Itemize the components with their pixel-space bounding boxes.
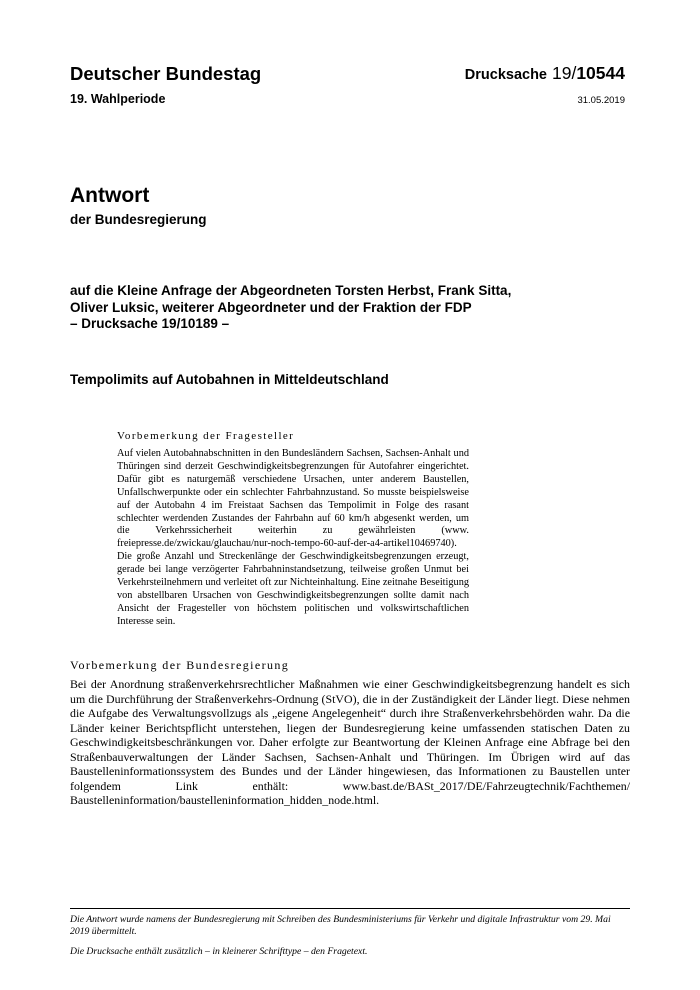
legislative-period: 19. Wahlperiode xyxy=(70,92,166,106)
page-title: Antwort xyxy=(70,184,150,207)
document-number xyxy=(465,63,625,84)
footer-note: Die Antwort wurde namens der Bundesregierung mit Schreiben des Bundesministeriums für Verkehr und digitale Infrastruktur vom 29. Mai 2019 übermittelt. xyxy=(70,914,611,937)
inquiry-line: auf die Kleine Anfrage der Abgeordneten Torsten Herbst, Frank Sitta, xyxy=(70,283,512,298)
document-prefix: 19/ xyxy=(552,63,577,83)
page-subtitle: der Bundesregierung xyxy=(70,212,207,227)
footer-divider xyxy=(70,908,630,909)
footer-note-secondary: Die Drucksache enthält zusätzlich – in kleinerer Schrifttype – den Fragetext. xyxy=(70,946,368,957)
questioner-preface-heading: Vorbemerkung der Fragesteller xyxy=(117,430,295,442)
document-number-value: 10544 xyxy=(576,63,625,83)
government-preface-heading: Vorbemerkung der Bundesregierung xyxy=(70,658,290,672)
topic-heading: Tempolimits auf Autobahnen in Mitteldeutschland xyxy=(70,372,389,387)
inquiry-line: Oliver Luksic, weiterer Abgeordneter und der Fraktion der FDP xyxy=(70,299,472,315)
document-label: Drucksache xyxy=(464,67,547,83)
government-preface-text: Bei der Anordnung straßenverkehrsrechtlicher Maßnahmen wie einer Geschwindigkeitsbegrenzung handelt es sich um die Durchführung der Straßenverkehrs-Ordnung (StVO), die in der Zuständigkeit der Länder liegt. Diese nehmen die Aufgabe des Verwaltungsvollzugs als „eigene Angelegenheit“ durch ihre Straßenverkehrsbehörden wahr. Da die Länder keiner Berichtspflicht unterstehen, liegen der Bundesregierung keine umfassenden statischen Daten zu Geschwindigkeitsbeschränkungen vor. Daher erfolgte zur Beantwortung der Kleinen Anfrage eine Abfrage bei den Straßenbauverwaltungen der Länder Sachsen, Sachsen-Anhalt und Thüringen. Im Übrigen wird auf das Baustelleninformationssystem des Bundes und der Länder hingewiesen, das Informationen zu Baustellen unter folgendem Link enthält: www.bast.de/BASt_2017/DE/Fahrzeugtechnik/Fachthemen/ Baustelleninformation/baustelleninformation_hidden_node.html. xyxy=(70,677,630,807)
questioner-preface-text: Auf vielen Autobahnabschnitten in den Bundesländern Sachsen, Sachsen-Anhalt und Thüringen sind derzeit Geschwindigkeitsbegrenzungen für Autofahrer eingerichtet. Dafür gibt es naturgemäß verschiedene Ursachen, unter anderem Baustellen, Unfallschwerpunkte oder ein schlechter Fahrbahnzustand. So musste beispielsweise auf der Autobahn 4 im Freistaat Sachsen das Tempolimit in Folge des rasant schlechter werdenden Zustandes der Fahrbahn auf 60 km/h abgesenkt werden, um die Verkehrssicherheit weiterhin zu gewährleisten (www. freiepresse.de/zwickau/glauchau/nur-noch-tempo-60-auf-der-a4-artikel10469740). Die große Anzahl und Streckenlänge der Geschwindigkeitsbegrenzungen erzeugt, gerade bei lange verzögerter Fahrbahninstandsetzung, teilweise großen Unmut bei Verkehrsteilnehmern und verleitet oft zur Nichteinhaltung. Eine zeitnahe Beseitigung von abstellbaren Ursachen von Geschwindigkeitsbegrenzungen sollte damit nach Ansicht der Fragesteller von höchstem politischen und volkswirtschaftlichen Interesse sein. xyxy=(117,448,469,627)
institution-name: Deutscher Bundestag xyxy=(70,63,262,84)
inquiry-reference xyxy=(70,283,570,333)
document-date: 31.05.2019 xyxy=(577,95,625,106)
inquiry-line: – Drucksache 19/10189 – xyxy=(70,316,230,331)
